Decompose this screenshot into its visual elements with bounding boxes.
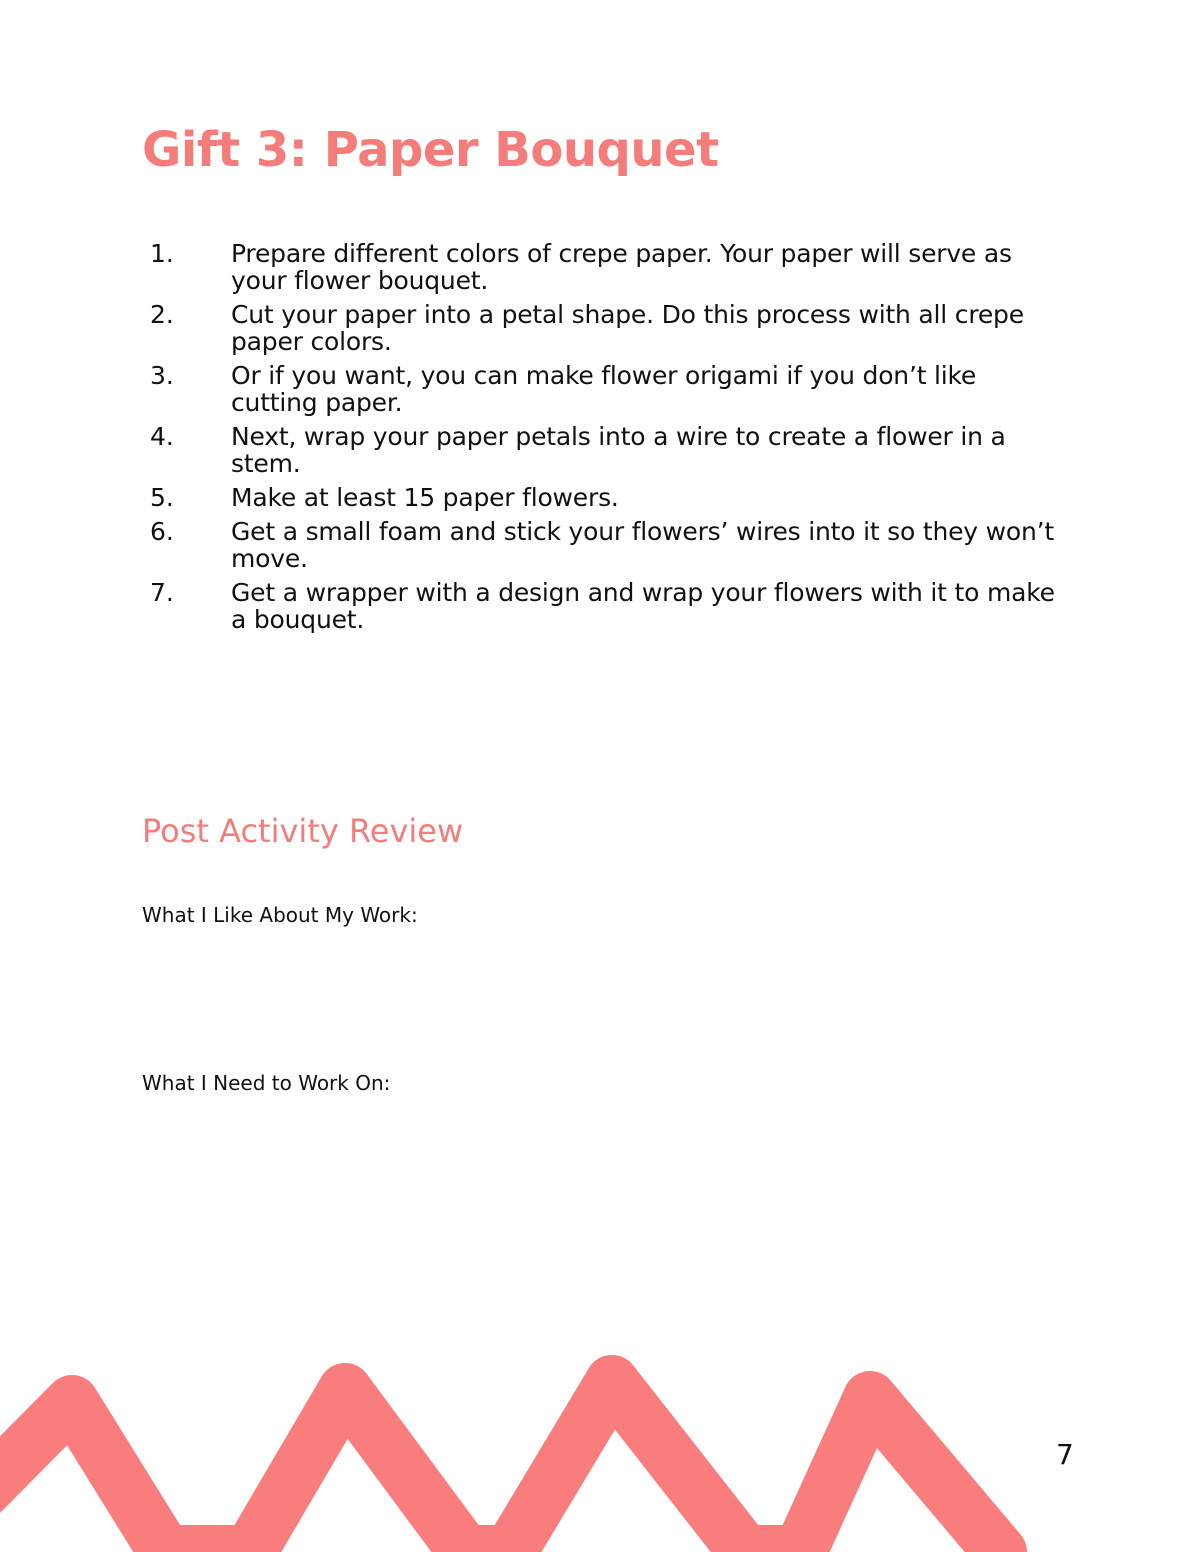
step-text: Get a small foam and stick your flowers’ wires into it so they won’t move. xyxy=(231,517,1054,573)
zigzag-decoration xyxy=(0,1340,1200,1552)
step-text: Cut your paper into a petal shape. Do this process with all crepe paper colors. xyxy=(231,300,1024,356)
like-prompt: What I Like About My Work: xyxy=(142,903,418,927)
step-number: 5. xyxy=(150,483,174,512)
page-number: 7 xyxy=(1056,1438,1074,1471)
list-item xyxy=(142,518,1062,572)
list-item xyxy=(142,362,1062,416)
step-text: Or if you want, you can make flower origami if you don’t like cutting paper. xyxy=(231,361,977,417)
step-number: 3. xyxy=(150,361,174,390)
post-activity-review-heading: Post Activity Review xyxy=(142,812,464,850)
step-text: Next, wrap your paper petals into a wire to create a flower in a stem. xyxy=(231,422,1006,478)
list-item xyxy=(142,301,1062,355)
list-item xyxy=(142,579,1062,633)
step-number: 7. xyxy=(150,578,174,607)
need-prompt: What I Need to Work On: xyxy=(142,1071,391,1095)
zigzag-line xyxy=(0,1382,1000,1552)
instruction-list xyxy=(142,240,1062,640)
page-title: Gift 3: Paper Bouquet xyxy=(142,122,719,178)
step-text: Prepare different colors of crepe paper. Your paper will serve as your flower bouquet. xyxy=(231,239,1012,295)
step-number: 6. xyxy=(150,517,174,546)
list-item xyxy=(142,240,1062,294)
step-text: Get a wrapper with a design and wrap your flowers with it to make a bouquet. xyxy=(231,578,1055,634)
list-item xyxy=(142,484,1062,511)
step-number: 2. xyxy=(150,300,174,329)
step-text: Make at least 15 paper flowers. xyxy=(231,483,619,512)
list-item xyxy=(142,423,1062,477)
step-number: 4. xyxy=(150,422,174,451)
step-number: 1. xyxy=(150,239,174,268)
